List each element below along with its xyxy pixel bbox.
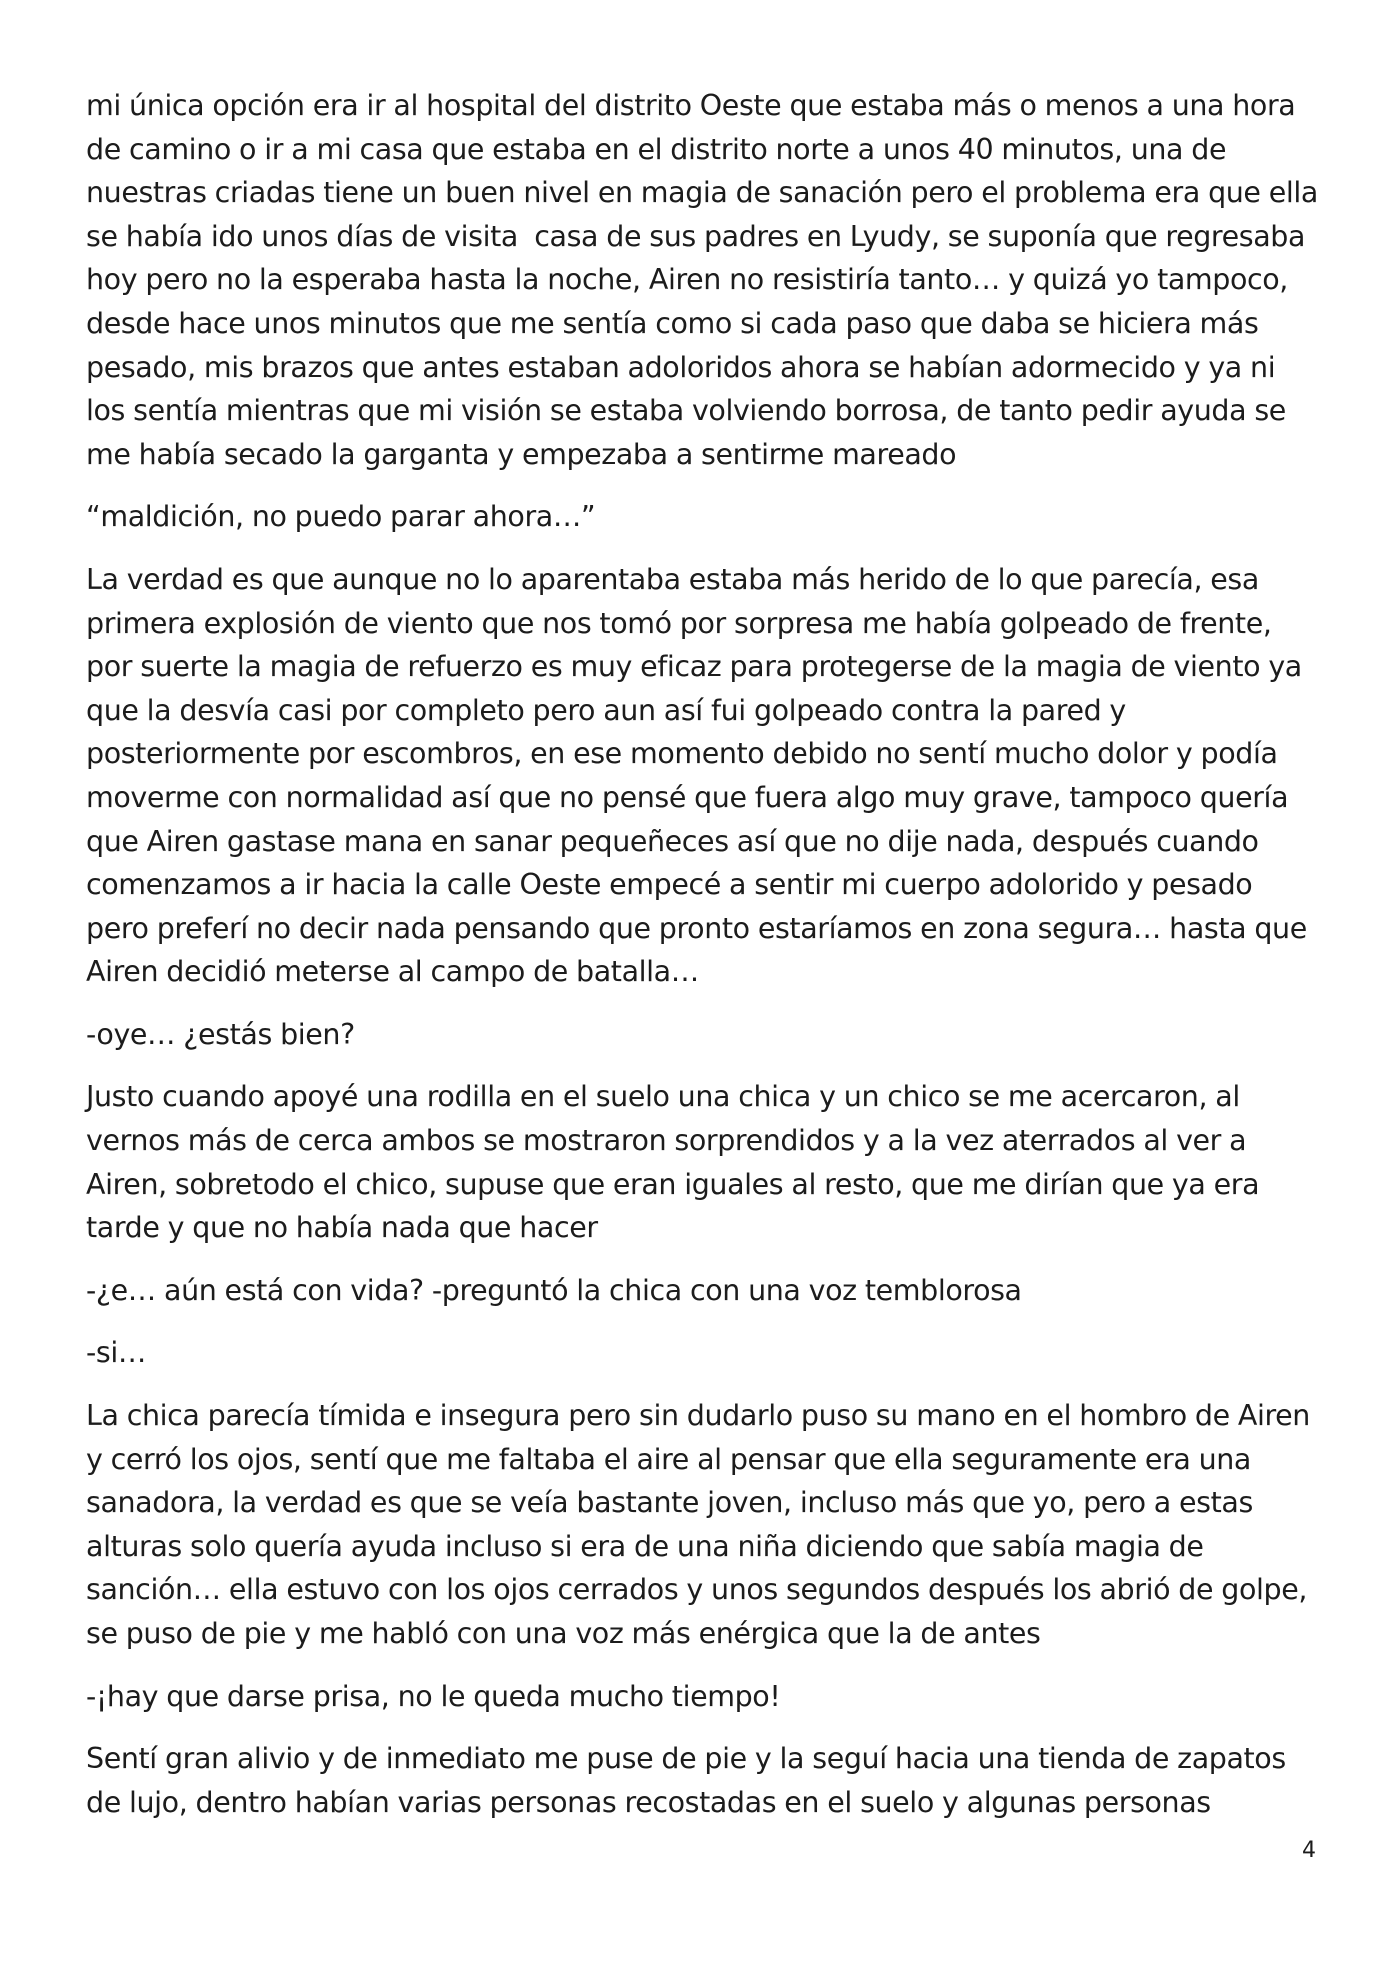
paragraph: “maldición, no puedo parar ahora…” <box>86 500 596 534</box>
page-number: 4 <box>1302 1838 1316 1863</box>
paragraph: -¡hay que darse prisa, no le queda mucho tiempo! <box>86 1679 781 1713</box>
paragraph: Justo cuando apoyé una rodilla en el suelo una chica y un chico se me acercaron, al vernos más de cerca ambos se mostraron sorprendidos y a la vez aterrados al ver a Airen, sobretodo el chico, supuse que eran iguales al resto, que me dirían que ya era tarde y que no había nada que hacer <box>86 1080 1268 1245</box>
paragraph: -si… <box>86 1336 146 1370</box>
document-body <box>86 84 1327 1843</box>
paragraph: La verdad es que aunque no lo aparentaba estaba más herido de lo que parecía, esa primera explosión de viento que nos tomó por sorpresa me había golpeado de frente, por suerte la magia de refuerzo es muy eficaz para protegerse de la magia de viento ya que la desvía casi por completo pero aun así fui golpeado contra la pared y posteriormente por escombros, en ese momento debido no sentí mucho dolor y podía moverme con normalidad así que no pensé que fuera algo muy grave, tampoco quería que Airen gastase mana en sanar pequeñeces así que no dije nada, después cuando comenzamos a ir hacia la calle Oeste empecé a sentir mi cuerpo adolorido y pesado pero preferí no decir nada pensando que pronto estaríamos en zona segura… hasta que Airen decidió meterse al campo de batalla… <box>86 562 1316 989</box>
paragraph: La chica parecía tímida e insegura pero sin dudarlo puso su mano en el hombro de Airen y cerró los ojos, sentí que me faltaba el aire al pensar que ella seguramente era una sanadora, la verdad es que se veía bastante joven, incluso más que yo, pero a estas alturas solo quería ayuda incluso si era de una niña diciendo que sabía magia de sanción… ella estuvo con los ojos cerrados y unos segundos después los abrió de golpe, se puso de pie y me habló con una voz más enérgica que la de antes <box>86 1399 1319 1650</box>
paragraph: -oye… ¿estás bien? <box>86 1017 355 1051</box>
paragraph: mi única opción era ir al hospital del distrito Oeste que estaba más o menos a una hora de camino o ir a mi casa que estaba en el distrito norte a unos 40 minutos, una de nuestras criadas tiene un buen nivel en magia de sanación pero el problema era que ella se había ido unos días de visita casa de sus padres en Lyudy, se suponía que regresaba hoy pero no la esperaba hasta la noche, Airen no resistiría tanto… y quizá yo tampoco, desde hace unos minutos que me sentía como si cada paso que daba se hiciera más pesado, mis brazos que antes estaban adoloridos ahora se habían adormecido y ya ni los sentía mientras que mi visión se estaba volviendo borrosa, de tanto pedir ayuda se me había secado la garganta y empezaba a sentirme mareado <box>86 89 1327 471</box>
paragraph: Sentí gran alivio y de inmediato me puse de pie y la seguí hacia una tienda de zapatos de lujo, dentro habían varias personas recostadas en el suelo y algunas personas <box>86 1742 1294 1819</box>
paragraph: -¿e… aún está con vida? -preguntó la chica con una voz temblorosa <box>86 1273 1022 1307</box>
